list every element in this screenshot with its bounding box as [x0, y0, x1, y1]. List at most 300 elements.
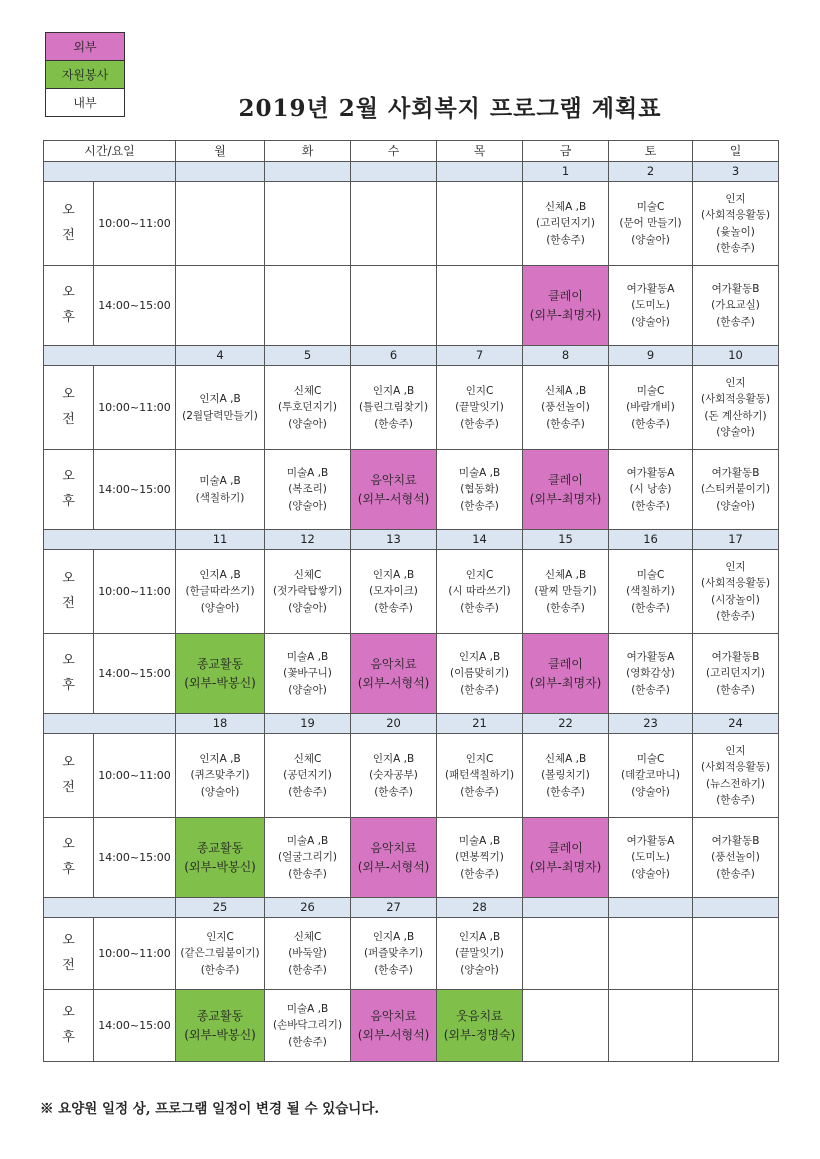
date-row: [44, 162, 779, 182]
program-line: (퍼즐맞추기): [364, 947, 423, 960]
date-cell: [437, 162, 523, 182]
program-line: (복조리): [288, 483, 327, 496]
program-line: 여가활동A: [626, 651, 675, 664]
program-cell: [523, 734, 609, 818]
program-line: 여가활동B: [711, 835, 760, 848]
pm-label: [44, 634, 94, 714]
program-line: (외부-최명자): [529, 675, 602, 690]
date-row-spacer: [44, 162, 176, 182]
date-cell: 16: [609, 530, 693, 550]
program-line: 미술C: [636, 385, 665, 398]
program-line: 신체C: [293, 385, 322, 398]
date-cell: 17: [693, 530, 779, 550]
program-line: (한송주): [374, 785, 413, 798]
program-cell: [523, 990, 609, 1062]
date-cell: 26: [265, 898, 351, 918]
program-line: 인지A ,B: [199, 569, 241, 582]
date-row-spacer: [44, 530, 176, 550]
program-line: 여가활동A: [626, 835, 675, 848]
program-line: 여가활동B: [711, 467, 760, 480]
program-cell: [609, 634, 693, 714]
program-cell: [693, 734, 779, 818]
program-cell: [693, 918, 779, 990]
pm-label-char: 후: [62, 677, 75, 693]
date-cell: 1: [523, 162, 609, 182]
program-line: (2월달력만들기): [182, 409, 258, 422]
header-day: 수: [351, 141, 437, 162]
program-cell: [437, 266, 523, 346]
program-line: (한송주): [631, 417, 670, 430]
program-cell: [437, 182, 523, 266]
program-cell: [523, 182, 609, 266]
program-cell: [265, 450, 351, 530]
program-cell: [265, 990, 351, 1062]
program-cell: [523, 366, 609, 450]
am-label: [44, 550, 94, 634]
date-cell: 7: [437, 346, 523, 366]
program-cell: [176, 734, 265, 818]
legend-volunteer: 자원봉사: [46, 61, 125, 89]
program-cell: [609, 818, 693, 898]
program-line: (이름맞히기): [450, 667, 509, 680]
program-line: 인지C: [465, 569, 494, 582]
program-line: (양술아): [200, 601, 240, 614]
program-cell: [176, 990, 265, 1062]
program-line: 종교활동: [196, 1008, 244, 1023]
program-line: (사회적응활동): [700, 577, 771, 590]
am-label: [44, 734, 94, 818]
pm-row: [44, 818, 779, 898]
program-line: 클레이: [548, 288, 583, 303]
program-cell: [437, 918, 523, 990]
header-day: 월: [176, 141, 265, 162]
program-line: (한송주): [460, 417, 499, 430]
pm-label: [44, 450, 94, 530]
program-line: (볼링치기): [541, 769, 590, 782]
date-cell: [693, 898, 779, 918]
date-row: [44, 346, 779, 366]
program-line: 클레이: [548, 840, 583, 855]
date-cell: 19: [265, 714, 351, 734]
program-line: 인지C: [465, 753, 494, 766]
date-cell: 23: [609, 714, 693, 734]
program-line: (한송주): [631, 499, 670, 512]
am-row: [44, 182, 779, 266]
program-line: (한송주): [546, 417, 585, 430]
program-cell: [351, 550, 437, 634]
am-row: [44, 734, 779, 818]
am-row: [44, 366, 779, 450]
am-label-char: 오: [62, 570, 75, 586]
program-cell: [351, 366, 437, 450]
program-line: (양술아): [631, 785, 670, 798]
pm-row: [44, 990, 779, 1062]
pm-label-char: 오: [62, 836, 75, 852]
pm-label-char: 후: [62, 861, 75, 877]
program-line: (외부-서형석): [357, 1027, 430, 1042]
program-cell: [693, 450, 779, 530]
program-line: 미술A ,B: [199, 475, 241, 488]
program-line: 신체A ,B: [544, 569, 587, 582]
program-line: 인지C: [206, 931, 234, 944]
program-line: (젓가락탑쌓기): [272, 585, 343, 598]
program-line: (한송주): [460, 683, 499, 696]
program-line: (데칼코마니): [621, 769, 680, 782]
legend-external: 외부: [46, 33, 125, 61]
program-line: (한송주): [716, 793, 755, 806]
program-cell: [523, 818, 609, 898]
program-line: 여가활동B: [711, 651, 760, 664]
program-line: 미술C: [636, 569, 665, 582]
program-line: (시 낭송): [629, 483, 672, 496]
program-cell: [523, 450, 609, 530]
program-line: 음악치료: [370, 472, 417, 487]
program-line: (한송주): [288, 1035, 327, 1048]
program-line: (협동화): [460, 483, 499, 496]
program-line: (한송주): [374, 417, 413, 430]
program-cell: [693, 182, 779, 266]
program-line: 인지A ,B: [372, 931, 415, 944]
program-line: (시 따라쓰기): [448, 585, 511, 598]
program-cell: [437, 734, 523, 818]
am-row: [44, 550, 779, 634]
am-label-char: 전: [62, 595, 75, 611]
program-line: (고리던지기): [706, 667, 765, 680]
program-line: 미술A ,B: [286, 1003, 329, 1016]
program-line: 신체A ,B: [544, 385, 587, 398]
program-cell: [265, 366, 351, 450]
pm-label: [44, 818, 94, 898]
program-line: 인지C: [465, 385, 494, 398]
program-line: (한송주): [716, 683, 755, 696]
program-line: 인지A ,B: [372, 385, 415, 398]
program-line: (양술아): [716, 499, 755, 512]
program-line: (가요교실): [711, 299, 760, 312]
am-time: 10:00~11:00: [94, 734, 176, 818]
am-label-char: 오: [62, 754, 75, 770]
pm-row: [44, 266, 779, 346]
program-line: (한송주): [716, 241, 755, 254]
program-line: (사회적응활동): [700, 393, 771, 406]
date-cell: [265, 162, 351, 182]
program-line: (외부-서형석): [357, 491, 430, 506]
program-cell: [265, 266, 351, 346]
program-line: 웃음치료: [456, 1008, 503, 1023]
program-line: (한송주): [460, 601, 499, 614]
date-cell: 10: [693, 346, 779, 366]
program-line: 신체A ,B: [544, 753, 587, 766]
program-line: (외부-서형석): [357, 675, 430, 690]
date-cell: [609, 898, 693, 918]
program-cell: [176, 450, 265, 530]
program-line: 음악치료: [370, 1008, 417, 1023]
header-day: 금: [523, 141, 609, 162]
am-label-char: 전: [62, 411, 75, 427]
program-line: (한송주): [460, 499, 499, 512]
program-line: (양술아): [716, 425, 755, 438]
program-line: (사회적응활동): [700, 209, 771, 222]
program-cell: [265, 634, 351, 714]
am-time: 10:00~11:00: [94, 366, 176, 450]
program-line: 클레이: [548, 656, 583, 671]
date-row-spacer: [44, 898, 176, 918]
date-row: [44, 898, 779, 918]
date-row-spacer: [44, 346, 176, 366]
program-line: (윷놀이): [716, 225, 755, 238]
program-line: (한송주): [716, 867, 755, 880]
program-cell: [609, 990, 693, 1062]
am-time: 10:00~11:00: [94, 918, 176, 990]
program-line: (외부-박봉신): [184, 859, 256, 874]
legend-internal: 내부: [46, 89, 125, 117]
footer-note: ※ 요양원 일정 상, 프로그램 일정이 변경 될 수 있습니다.: [40, 1101, 380, 1117]
pm-label-char: 후: [62, 1029, 75, 1045]
program-cell: [523, 634, 609, 714]
program-line: (틀린그림찾기): [358, 401, 429, 414]
program-line: (한송주): [546, 601, 585, 614]
program-cell: [351, 990, 437, 1062]
header-day: 목: [437, 141, 523, 162]
program-line: (스티커붙이기): [700, 483, 771, 496]
program-cell: [609, 182, 693, 266]
program-cell: [693, 818, 779, 898]
program-line: (외부-서형석): [357, 859, 430, 874]
program-line: (외부-최명자): [529, 859, 602, 874]
header-time-day: 시간/요일: [44, 141, 176, 162]
am-label-char: 오: [62, 386, 75, 402]
program-line: 신체C: [293, 569, 322, 582]
pm-label-char: 오: [62, 468, 75, 484]
program-line: (끝말잇기): [455, 401, 504, 414]
program-cell: [523, 550, 609, 634]
date-cell: 5: [265, 346, 351, 366]
program-line: 클레이: [548, 472, 583, 487]
program-line: (한글따라쓰기): [185, 585, 255, 598]
program-line: (한송주): [288, 867, 327, 880]
program-line: (양술아): [288, 417, 327, 430]
program-line: 미술C: [636, 753, 665, 766]
schedule-table: [43, 140, 779, 1062]
program-line: 신체C: [293, 931, 322, 944]
pm-time: 14:00~15:00: [94, 266, 176, 346]
program-cell: [176, 182, 265, 266]
date-cell: [176, 162, 265, 182]
program-line: (한송주): [288, 785, 327, 798]
program-line: (색칠하기): [195, 491, 245, 504]
header-day: 토: [609, 141, 693, 162]
date-cell: [351, 162, 437, 182]
program-line: (한송주): [631, 683, 670, 696]
program-line: (한송주): [460, 785, 499, 798]
program-line: 신체A ,B: [544, 201, 587, 214]
program-line: (끝말잇기): [455, 947, 504, 960]
program-line: 인지A ,B: [458, 931, 501, 944]
program-line: (투호던지기): [278, 401, 337, 414]
program-line: (한송주): [716, 609, 755, 622]
program-line: 미술A ,B: [286, 467, 329, 480]
program-cell: [437, 366, 523, 450]
date-cell: 12: [265, 530, 351, 550]
program-line: 미술C: [636, 201, 665, 214]
program-cell: [609, 366, 693, 450]
program-line: (한송주): [288, 963, 327, 976]
program-line: (패턴색칠하기): [444, 769, 515, 782]
program-line: (양술아): [631, 867, 670, 880]
am-label: [44, 366, 94, 450]
program-line: 인지A ,B: [199, 753, 241, 766]
am-label-char: 오: [62, 202, 75, 218]
program-line: (외부-박봉신): [184, 1027, 256, 1042]
program-cell: [176, 818, 265, 898]
program-line: 인지A ,B: [372, 569, 415, 582]
program-line: (면봉찍기): [455, 851, 504, 864]
date-cell: 21: [437, 714, 523, 734]
program-line: (도미노): [631, 299, 670, 312]
am-label-char: 오: [62, 932, 75, 948]
program-line: (손바닥그리기): [272, 1019, 343, 1032]
date-cell: 11: [176, 530, 265, 550]
am-label: [44, 182, 94, 266]
program-line: (돈 계산하기): [704, 409, 767, 422]
program-cell: [351, 182, 437, 266]
program-cell: [609, 450, 693, 530]
program-cell: [351, 818, 437, 898]
program-cell: [176, 634, 265, 714]
pm-label-char: 오: [62, 1004, 75, 1020]
program-line: (얼굴그리기): [278, 851, 337, 864]
program-line: (꽃바구니): [283, 667, 332, 680]
program-line: 음악치료: [370, 840, 417, 855]
program-line: 인지: [725, 192, 746, 205]
program-line: 미술A ,B: [286, 651, 329, 664]
am-time: 10:00~11:00: [94, 550, 176, 634]
program-line: (숫자공부): [369, 769, 418, 782]
program-cell: [176, 266, 265, 346]
date-row-spacer: [44, 714, 176, 734]
date-cell: 24: [693, 714, 779, 734]
pm-row: [44, 450, 779, 530]
date-cell: 9: [609, 346, 693, 366]
date-cell: [523, 898, 609, 918]
program-line: (색칠하기): [626, 585, 675, 598]
pm-label-char: 후: [62, 309, 75, 325]
program-line: (모자이크): [369, 585, 418, 598]
program-cell: [176, 550, 265, 634]
program-line: 종교활동: [196, 656, 244, 671]
program-cell: [351, 450, 437, 530]
pm-label: [44, 266, 94, 346]
program-line: 여가활동B: [711, 283, 760, 296]
program-cell: [265, 918, 351, 990]
program-line: (영화감상): [626, 667, 675, 680]
program-cell: [265, 734, 351, 818]
page-title: 2019년 2월 사회복지 프로그램 계획표: [238, 95, 662, 122]
program-line: (양술아): [631, 233, 670, 246]
program-line: 인지: [725, 744, 746, 757]
program-cell: [609, 550, 693, 634]
am-label: [44, 918, 94, 990]
program-cell: [351, 918, 437, 990]
program-cell: [693, 550, 779, 634]
program-cell: [609, 918, 693, 990]
program-line: (시장놀이): [711, 593, 760, 606]
pm-time: 14:00~15:00: [94, 634, 176, 714]
program-line: (외부-최명자): [529, 491, 602, 506]
program-cell: [693, 990, 779, 1062]
date-cell: 25: [176, 898, 265, 918]
program-line: 인지: [725, 560, 746, 573]
program-line: 인지A ,B: [199, 393, 241, 406]
program-cell: [265, 550, 351, 634]
program-line: (양술아): [631, 315, 670, 328]
program-line: (한송주): [546, 785, 585, 798]
program-line: (한송주): [631, 601, 670, 614]
program-cell: [693, 266, 779, 346]
pm-label-char: 후: [62, 493, 75, 509]
date-cell: 2: [609, 162, 693, 182]
program-line: 미술A ,B: [286, 835, 329, 848]
am-label-char: 전: [62, 227, 75, 243]
program-line: (양술아): [288, 601, 327, 614]
program-line: (공던지기): [283, 769, 332, 782]
program-line: (바둑알): [288, 947, 327, 960]
program-line: 음악치료: [370, 656, 417, 671]
program-line: (양술아): [288, 499, 327, 512]
program-cell: [351, 266, 437, 346]
am-label-char: 전: [62, 957, 75, 973]
program-cell: [265, 818, 351, 898]
program-cell: [176, 366, 265, 450]
pm-time: 14:00~15:00: [94, 450, 176, 530]
program-line: (양술아): [200, 785, 240, 798]
date-cell: 28: [437, 898, 523, 918]
program-line: (고리던지기): [536, 217, 595, 230]
pm-label-char: 오: [62, 652, 75, 668]
program-line: (팔찌 만들기): [534, 585, 597, 598]
program-line: (양술아): [460, 963, 499, 976]
program-line: (외부-박봉신): [184, 675, 256, 690]
program-line: (한송주): [200, 963, 240, 976]
program-cell: [609, 734, 693, 818]
pm-time: 14:00~15:00: [94, 818, 176, 898]
program-line: 인지A ,B: [372, 753, 415, 766]
program-line: (한송주): [460, 867, 499, 880]
program-line: (바람개비): [626, 401, 675, 414]
am-time: 10:00~11:00: [94, 182, 176, 266]
program-cell: [693, 366, 779, 450]
program-cell: [351, 734, 437, 818]
program-line: (도미노): [631, 851, 670, 864]
program-line: (사회적응활동): [700, 761, 771, 774]
program-cell: [351, 634, 437, 714]
program-cell: [523, 918, 609, 990]
header-day: 일: [693, 141, 779, 162]
date-cell: 4: [176, 346, 265, 366]
am-label-char: 전: [62, 779, 75, 795]
program-line: (양술아): [288, 683, 327, 696]
program-cell: [437, 550, 523, 634]
program-cell: [265, 182, 351, 266]
date-cell: 6: [351, 346, 437, 366]
program-line: (한송주): [374, 963, 413, 976]
am-row: [44, 918, 779, 990]
date-row: [44, 530, 779, 550]
program-cell: [437, 634, 523, 714]
program-line: (풍선놀이): [711, 851, 760, 864]
program-line: (문어 만들기): [619, 217, 682, 230]
program-line: 여가활동A: [626, 467, 675, 480]
program-line: (한송주): [374, 601, 413, 614]
